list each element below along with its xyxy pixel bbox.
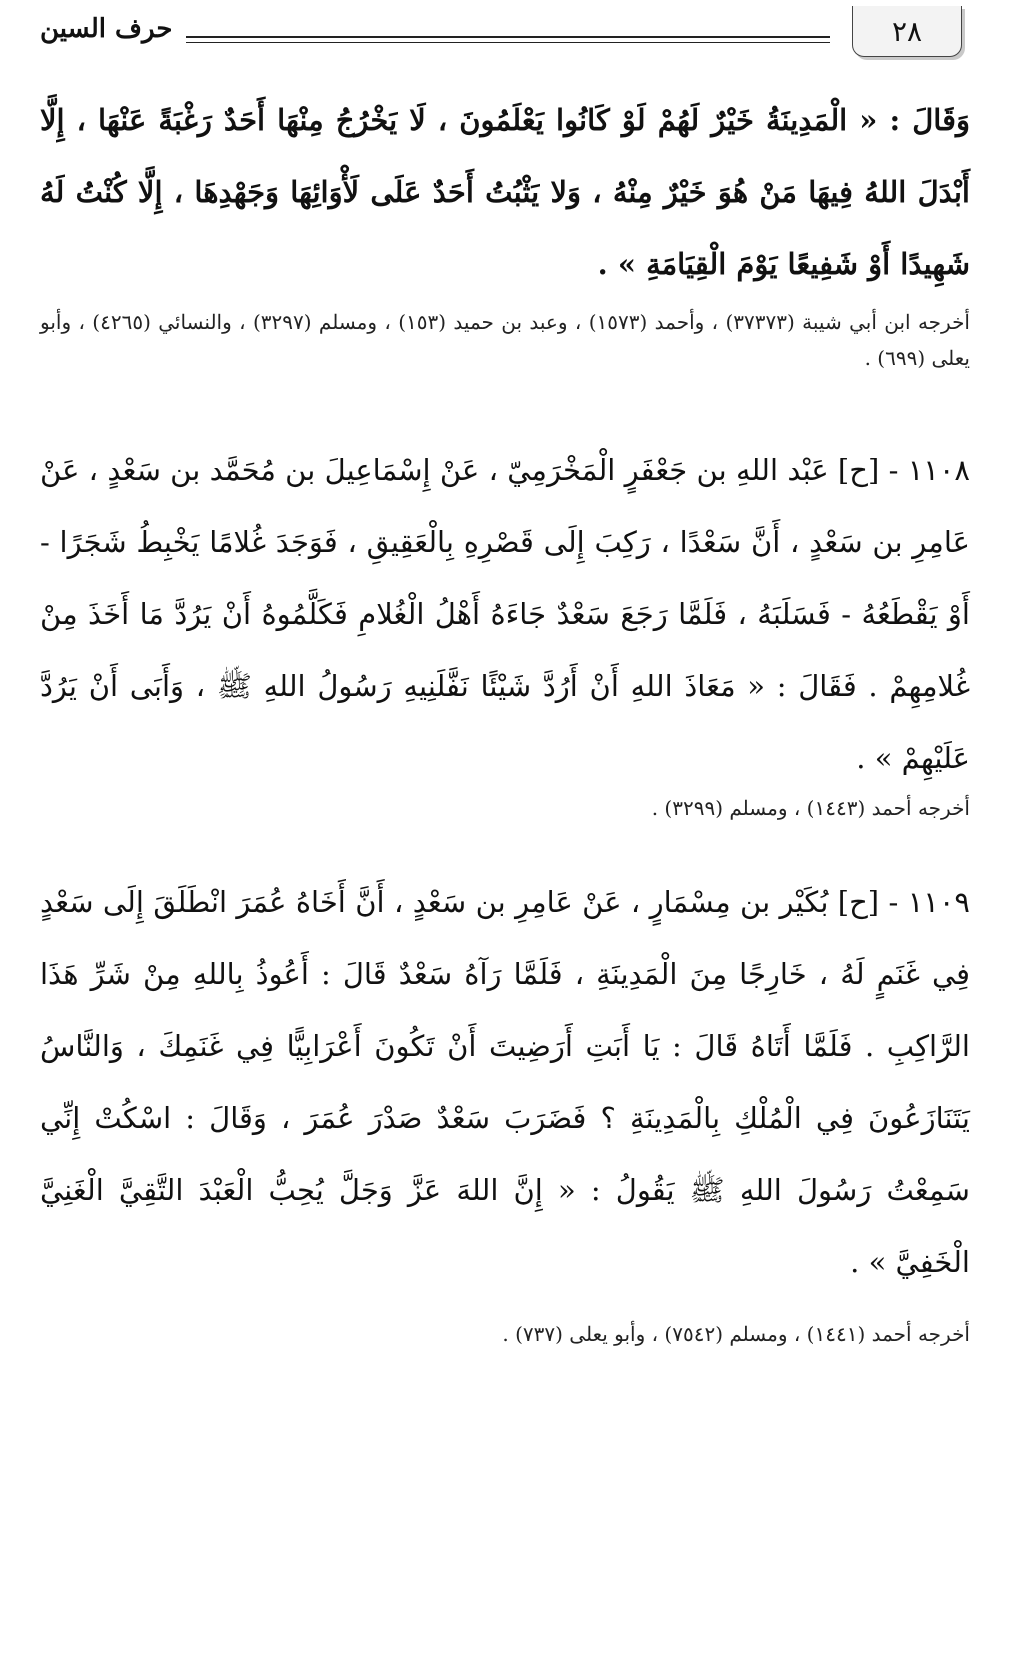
takhrij-note: أخرجه أحمد (١٤٤١) ، ومسلم (٧٥٤٢) ، وأبو يعلى (٧٣٧) . (502, 1322, 970, 1346)
page-number: ٢٨ (891, 14, 923, 48)
hadith-continuation-text: وَقَالَ : « الْمَدِينَةُ خَيْرٌ لَهُمْ لَوْ كَانُوا يَعْلَمُونَ ، لَا يَخْرُجُ مِنْهَا أَحَدٌ رَغْبَةً عَنْهَا ، إِلَّا أَبْدَلَ اللهُ فِيهَا مَنْ هُوَ خَيْرٌ مِنْهُ ، وَلا يَثْبُتُ أَحَدٌ عَلَى لَأْوَائِهَا وَجَهْدِهَا ، إِلَّا كُنْتُ لَهُ شَهِيدًا أَوْ شَفِيعًا يَوْمَ الْقِيَامَةِ » . (40, 103, 970, 281)
page-header (0, 0, 1010, 70)
section-title: حرف السين (40, 14, 173, 44)
takhrij-note: أخرجه ابن أبي شيبة (٣٧٣٧٣) ، وأحمد (١٥٧٣) ، وعبد بن حميد (١٥٣) ، ومسلم (٣٢٩٧) ، والنسائي (٤٢٦٥) ، وأبو يعلى (٦٩٩) . (40, 310, 970, 370)
header-rule (186, 36, 830, 43)
hadith-1109-text: ١١٠٩ - [ح] بُكَيْر بن مِسْمَارٍ ، عَنْ عَامِرِ بن سَعْدٍ ، أَنَّ أَخَاهُ عُمَرَ انْطَلَقَ إِلَى سَعْدٍ فِي غَنَمٍ لَهُ ، خَارِجًا مِنَ الْمَدِينَةِ ، فَلَمَّا رَآهُ سَعْدٌ قَالَ : أَعُوذُ بِاللهِ مِنْ شَرِّ هَذَا الرَّاكِبِ . فَلَمَّا أَتَاهُ قَالَ : يَا أَبَتِ أَرَضِيتَ أَنْ تَكُونَ أَعْرَابِيًّا فِي غَنَمِكَ ، وَالنَّاسُ يَتَنَازَعُونَ فِي الْمُلْكِ بِالْمَدِينَةِ ؟ فَضَرَبَ سَعْدٌ صَدْرَ عُمَرَ ، وَقَالَ : اسْكُتْ إِنِّي سَمِعْتُ رَسُولَ اللهِ ﷺ يَقُولُ : « إِنَّ اللهَ عَزَّ وَجَلَّ يُحِبُّ الْعَبْدَ التَّقِيَّ الْغَنِيَّ الْخَفِيَّ » . (40, 885, 970, 1279)
takhrij-note: أخرجه أحمد (١٤٤٣) ، ومسلم (٣٢٩٩) . (651, 796, 970, 820)
hadith-1108-text: ١١٠٨ - [ح] عَبْد اللهِ بن جَعْفَرٍ الْمَخْرَمِيّ ، عَنْ إِسْمَاعِيلَ بن مُحَمَّد بن سَعْدٍ ، عَنْ عَامِرِ بن سَعْدٍ ، أَنَّ سَعْدًا ، رَكِبَ إِلَى قَصْرِهِ بِالْعَقِيقِ ، فَوَجَدَ غُلامًا يَخْبِطُ شَجَرًا - أَوْ يَقْطَعُهُ - فَسَلَبَهُ ، فَلَمَّا رَجَعَ سَعْدٌ جَاءَهُ أَهْلُ الْغُلامِ فَكَلَّمُوهُ أَنْ يَرُدَّ مَا أَخَذَ مِنْ غُلامِهِمْ . فَقَالَ : « مَعَاذَ اللهِ أَنْ أَرُدَّ شَيْئًا نَفَّلَنِيهِ رَسُولُ اللهِ ﷺ ، وَأَبَى أَنْ يَرُدَّ عَلَيْهِمْ » . (40, 453, 970, 775)
page-number-tab (852, 6, 962, 57)
